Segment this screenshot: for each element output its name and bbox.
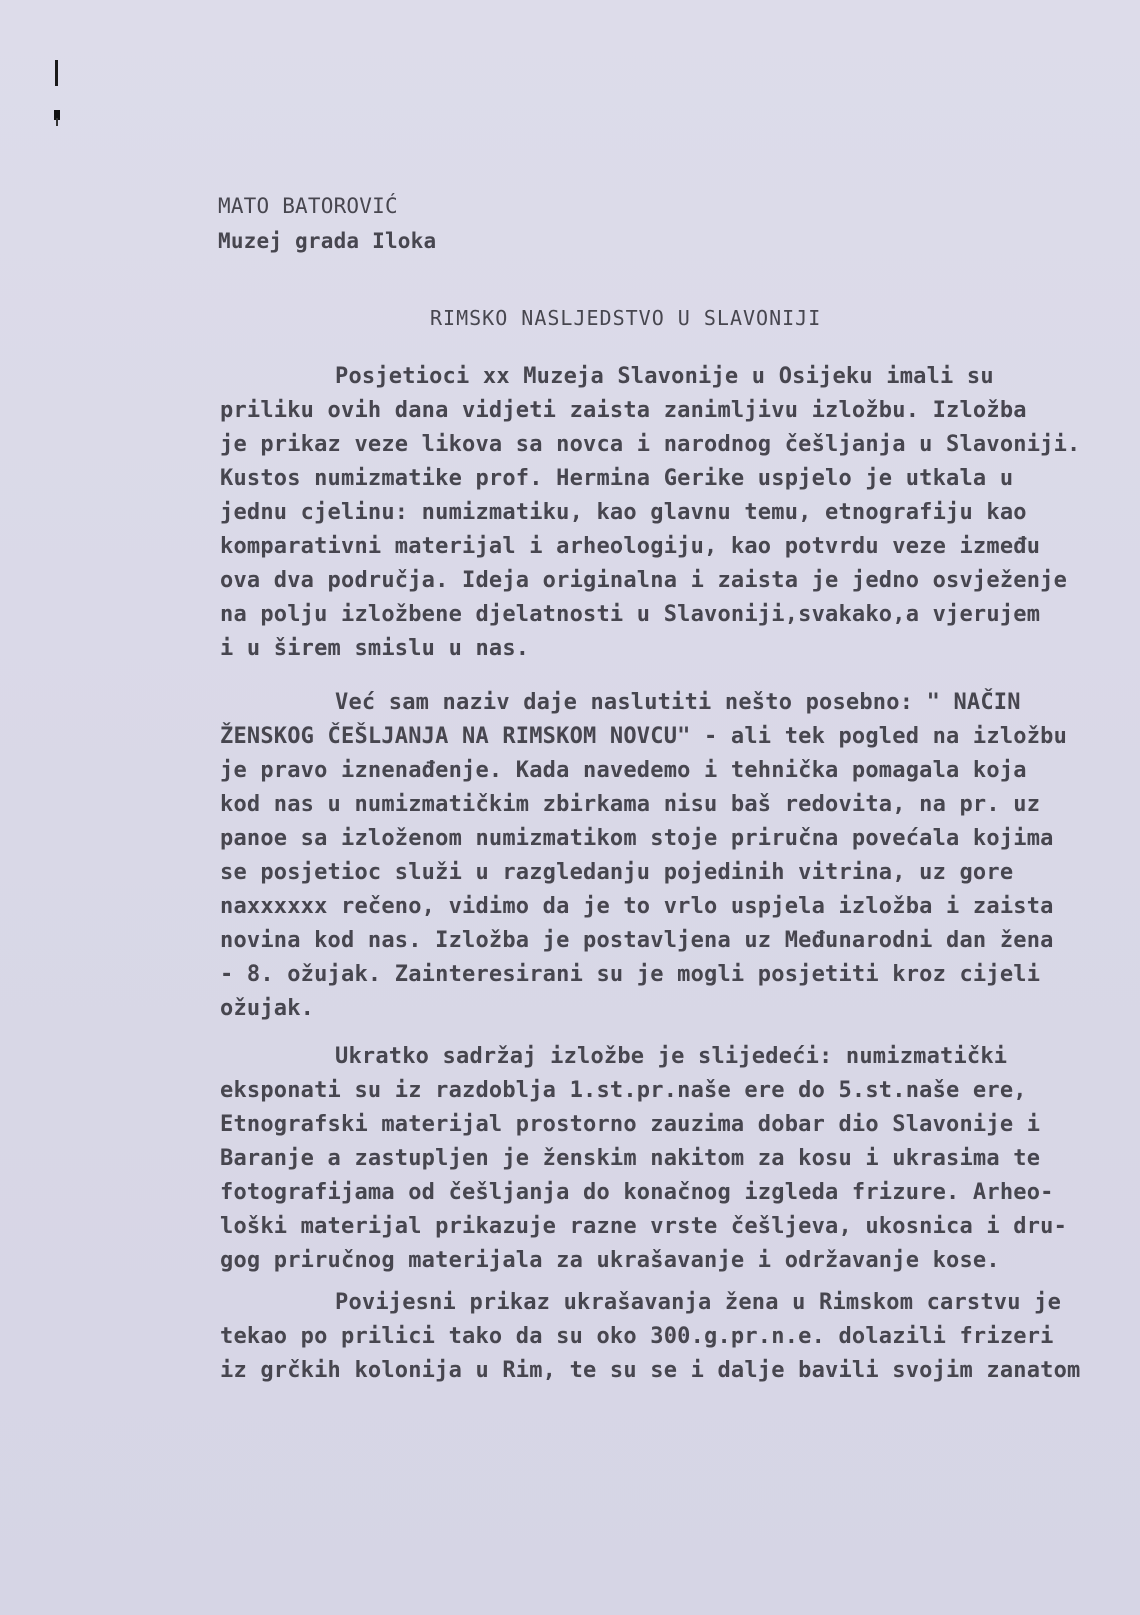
text-line: iz grčkih kolonija u Rim, te su se i dalje bavili svojim zanatom — [220, 1358, 1081, 1383]
text-line: Baranje a zastupljen je ženskim nakitom za kosu i ukrasima te — [220, 1146, 1041, 1171]
text-line: loški materijal prikazuje razne vrste češljeva, ukosnica i dru- — [220, 1214, 1068, 1239]
text-line: priliku ovih dana vidjeti zaista zanimljivu izložbu. Izložba — [220, 398, 1027, 423]
text-line: Etnografski materijal prostorno zauzima dobar dio Slavonije i — [220, 1112, 1041, 1137]
text-line: - 8. ožujak. Zainteresirani su je mogli posjetiti kroz cijeli — [220, 962, 1041, 987]
staple-mark — [54, 60, 60, 128]
author-name: MATO BATOROVIĆ — [218, 194, 398, 218]
text-line: novina kod nas. Izložba je postavljena uz Međunarodni dan žena — [220, 928, 1054, 953]
text-line: ožujak. — [220, 996, 315, 1021]
article-title: RIMSKO NASLJEDSTVO U SLAVONIJI — [430, 306, 822, 330]
text-line: ŽENSKOG ČEŠLJANJA NA RIMSKOM NOVCU" - ali tek pogled na izložbu — [220, 724, 1068, 749]
text-line: Povijesni prikaz ukrašavanja žena u Rimskom carstvu je — [335, 1290, 1062, 1315]
text-line: na polju izložbene djelatnosti u Slavoniji,svakako,a vjerujem — [220, 602, 1041, 627]
text-line: panoe sa izloženom numizmatikom stoje priručna povećala kojima — [220, 826, 1054, 851]
text-line: Ukratko sadržaj izložbe je slijedeći: numizmatički — [335, 1044, 1008, 1069]
text-line: Kustos numizmatike prof. Hermina Gerike uspjelo je utkala u — [220, 466, 1014, 491]
text-line: se posjetioc služi u razgledanju pojedinih vitrina, uz gore — [220, 860, 1014, 885]
text-line: fotografijama od češljanja do konačnog izgleda frizure. Arheo- — [220, 1180, 1054, 1205]
text-line: tekao po prilici tako da su oko 300.g.pr.n.e. dolazili frizeri — [220, 1324, 1054, 1349]
text-line: jednu cjelinu: numizmatiku, kao glavnu temu, etnografiju kao — [220, 500, 1027, 525]
text-line: i u širem smislu u nas. — [220, 636, 530, 661]
text-line: gog priručnog materijala za ukrašavanje i održavanje kose. — [220, 1248, 1000, 1273]
text-line: eksponati su iz razdoblja 1.st.pr.naše ere do 5.st.naše ere, — [220, 1078, 1027, 1103]
text-line: je prikaz veze likova sa novca i narodnog češljanja u Slavoniji. — [220, 432, 1081, 457]
text-line: kod nas u numizmatičkim zbirkama nisu baš redovita, na pr. uz — [220, 792, 1041, 817]
text-line: je pravo iznenađenje. Kada navedemo i tehnička pomagala koja — [220, 758, 1027, 783]
text-line: komparativni materijal i arheologiju, kao potvrdu veze između — [220, 534, 1041, 559]
text-line: Već sam naziv daje naslutiti nešto posebno: " NAČIN — [335, 690, 1021, 715]
text-line: ova dva područja. Ideja originalna i zaista je jedno osvježenje — [220, 568, 1068, 593]
text-line: Posjetioci xx Muzeja Slavonije u Osijeku imali su — [335, 364, 994, 389]
text-line: naxxxxxx rečeno, vidimo da je to vrlo uspjela izložba i zaista — [220, 894, 1054, 919]
author-affiliation: Muzej grada Iloka — [218, 229, 437, 253]
